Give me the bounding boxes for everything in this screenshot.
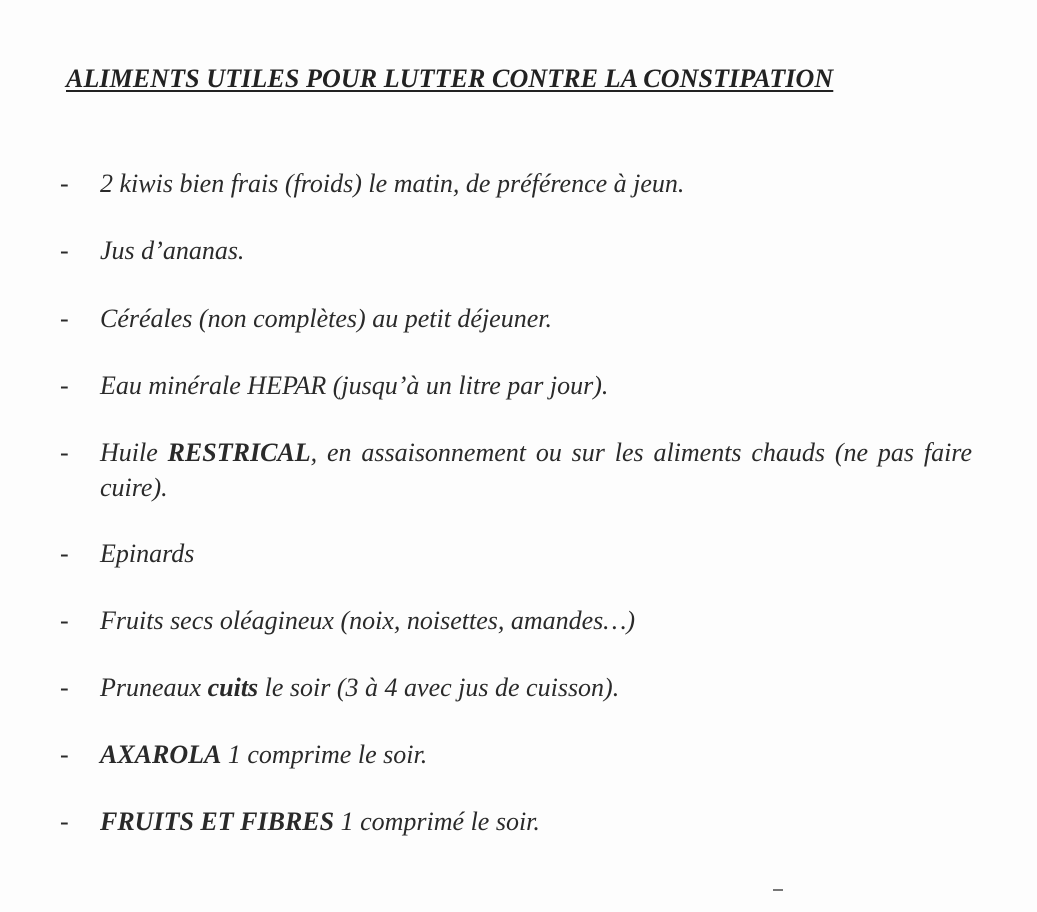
list-item-mineral-water [60, 368, 972, 403]
bullet-dash: - [60, 740, 69, 769]
item-text [100, 435, 972, 505]
list-item-cereals [60, 301, 972, 336]
document-title: ALIMENTS UTILES POUR LUTTER CONTRE LA CONSTIPATION [66, 64, 834, 93]
list-item-prunes [60, 670, 972, 705]
scan-speck [773, 889, 783, 891]
item-text-after: le soir (3 à 4 avec jus de cuisson). [258, 673, 620, 702]
bullet-dash: - [60, 606, 69, 635]
bullet-dash: - [60, 304, 69, 333]
item-text-bold: FRUITS ET FIBRES [100, 807, 335, 836]
item-text [100, 737, 972, 772]
list-item-spinach [60, 536, 972, 571]
bullet-dash: - [60, 807, 69, 836]
bullet-dash: - [60, 539, 69, 568]
item-text: Céréales (non complètes) au petit déjeuner. [100, 304, 552, 333]
list-item-kiwis [60, 166, 972, 201]
item-text: Jus d’ananas. [100, 236, 245, 265]
item-text-after: , en assaisonnement ou sur les aliments chauds (ne pas faire cuire). [100, 438, 972, 502]
list-item-dried-fruits [60, 603, 972, 638]
item-text-bold: RESTRICAL [167, 438, 311, 467]
item-text: Fruits secs oléagineux (noix, noisettes, amandes…) [100, 606, 636, 635]
bullet-dash: - [60, 371, 69, 400]
item-text-bold: AXAROLA [100, 740, 222, 769]
item-text: 2 kiwis bien frais (froids) le matin, de préférence à jeun. [100, 169, 685, 198]
item-text-bold: cuits [207, 673, 259, 702]
list-item-pineapple-juice [60, 233, 972, 268]
item-text-after: 1 comprime le soir. [221, 740, 428, 769]
item-text [100, 670, 972, 705]
list-item-axarola [60, 737, 972, 772]
item-text: Eau minérale HEPAR (jusqu’à un litre par jour). [100, 371, 609, 400]
bullet-dash: - [60, 236, 69, 265]
item-text-before: Pruneaux [100, 673, 208, 702]
list-item-oil [60, 435, 972, 505]
bullet-dash: - [60, 438, 69, 467]
item-text [100, 804, 972, 839]
list-item-fruits-fibres [60, 804, 972, 839]
item-text: Epinards [100, 539, 195, 568]
bullet-dash: - [60, 673, 69, 702]
bullet-dash: - [60, 169, 69, 198]
item-text-after: 1 comprimé le soir. [334, 807, 540, 836]
item-text-before: Huile [100, 438, 168, 467]
